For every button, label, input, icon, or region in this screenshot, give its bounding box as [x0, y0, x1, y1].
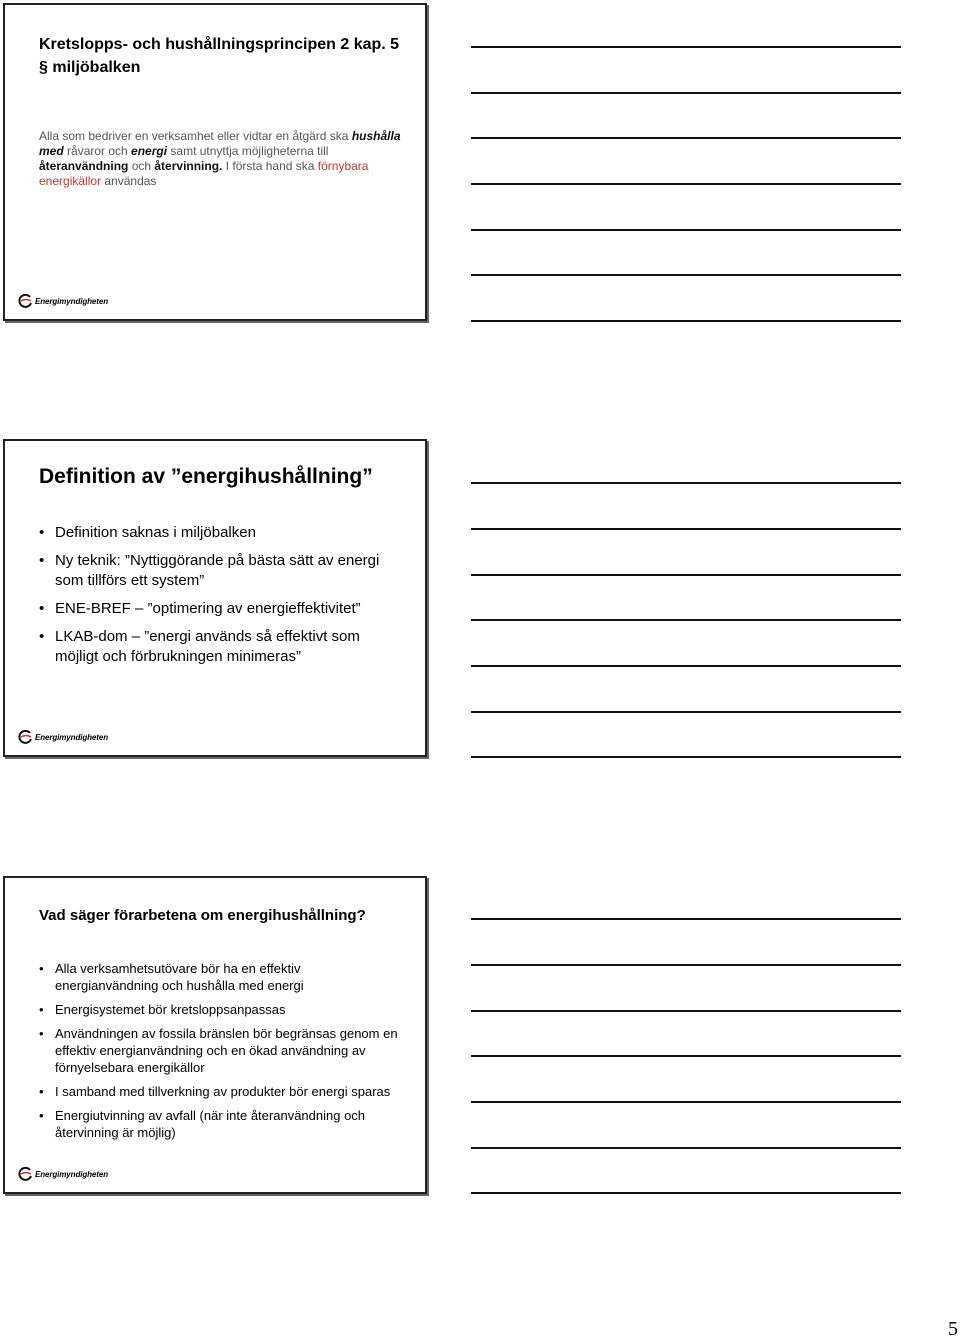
note-line	[471, 711, 901, 713]
slide-1-title: Kretslopps- och hushållningsprincipen 2 kap. 5 § miljöbalken	[39, 36, 400, 76]
slide-2-title: Definition av ”energihushållning”	[39, 465, 373, 488]
list-item: • Energiutvinning av avfall (när inte återanvändning och återvinning är möjlig)	[39, 1107, 407, 1141]
logo-text: Energimyndigheten	[35, 1169, 108, 1179]
note-line	[471, 964, 901, 966]
note-line	[471, 756, 901, 758]
note-line	[471, 1055, 901, 1057]
list-item: • Ny teknik: ”Nyttiggörande på bästa sätt av energi som tillförs ett system”	[39, 551, 407, 591]
slide-1-emphasis: återanvändning	[39, 159, 129, 173]
slide-1-body	[39, 129, 407, 189]
note-line	[471, 528, 901, 530]
slide-1-body-text: råvaror och	[63, 144, 132, 158]
note-line	[471, 92, 901, 94]
note-line	[471, 1147, 901, 1149]
slide-3-bullet-list	[39, 960, 407, 1148]
logo	[17, 1164, 108, 1184]
slide-1-body-text: I första hand ska	[222, 159, 318, 173]
list-item: • LKAB-dom – ”energi används så effektivt som möjligt och förbrukningen minimeras”	[39, 627, 407, 667]
energimyndigheten-logo-icon	[17, 729, 33, 745]
note-line	[471, 619, 901, 621]
list-item: • Alla verksamhetsutövare bör ha en effektiv energianvändning och hushålla med energi	[39, 960, 407, 994]
slide-1-emphasis: hushålla med	[39, 129, 401, 158]
energimyndigheten-logo-icon	[17, 293, 33, 309]
note-line	[471, 918, 901, 920]
slide-1-body-text: Alla som bedriver en verksamhet eller vidtar en åtgärd ska	[39, 129, 352, 143]
slide-1-highlight: förnybara energikällor	[39, 159, 369, 188]
list-item: • Definition saknas i miljöbalken	[39, 523, 407, 543]
list-item: • ENE-BREF – ”optimering av energieffektivitet”	[39, 599, 407, 619]
logo-text: Energimyndigheten	[35, 296, 108, 306]
slide-3	[3, 876, 427, 1194]
slide-2-bullet-list	[39, 523, 407, 675]
slide-1-body-text: och	[128, 159, 155, 173]
page-number: 5	[948, 1318, 958, 1340]
note-line	[471, 274, 901, 276]
note-line	[471, 482, 901, 484]
energimyndigheten-logo-icon	[17, 1166, 33, 1182]
note-line	[471, 665, 901, 667]
slide-3-title: Vad säger förarbetena om energihushållning?	[39, 907, 366, 924]
logo-text: Energimyndigheten	[35, 732, 108, 742]
note-line	[471, 320, 901, 322]
note-line	[471, 183, 901, 185]
list-item: • Användningen av fossila bränslen bör begränsas genom en effektiv energianvändning och en ökad användning av förnyelsebara energikällor	[39, 1025, 407, 1076]
note-line	[471, 1192, 901, 1194]
slide-1-emphasis: energi	[131, 144, 168, 158]
list-item: • I samband med tillverkning av produkter bör energi sparas	[39, 1083, 407, 1100]
logo	[17, 291, 108, 311]
logo	[17, 727, 108, 747]
note-line	[471, 46, 901, 48]
note-line	[471, 1010, 901, 1012]
slide-1-body-text: samt utnyttja möjligheterna till	[167, 144, 329, 158]
note-line	[471, 574, 901, 576]
slide-2	[3, 439, 427, 757]
note-line	[471, 137, 901, 139]
note-line	[471, 1101, 901, 1103]
slide-1-emphasis: återvinning.	[154, 159, 223, 173]
slide-1	[3, 3, 427, 321]
slide-1-body-text: användas	[101, 174, 157, 188]
note-line	[471, 229, 901, 231]
list-item: • Energisystemet bör kretsloppsanpassas	[39, 1001, 407, 1018]
